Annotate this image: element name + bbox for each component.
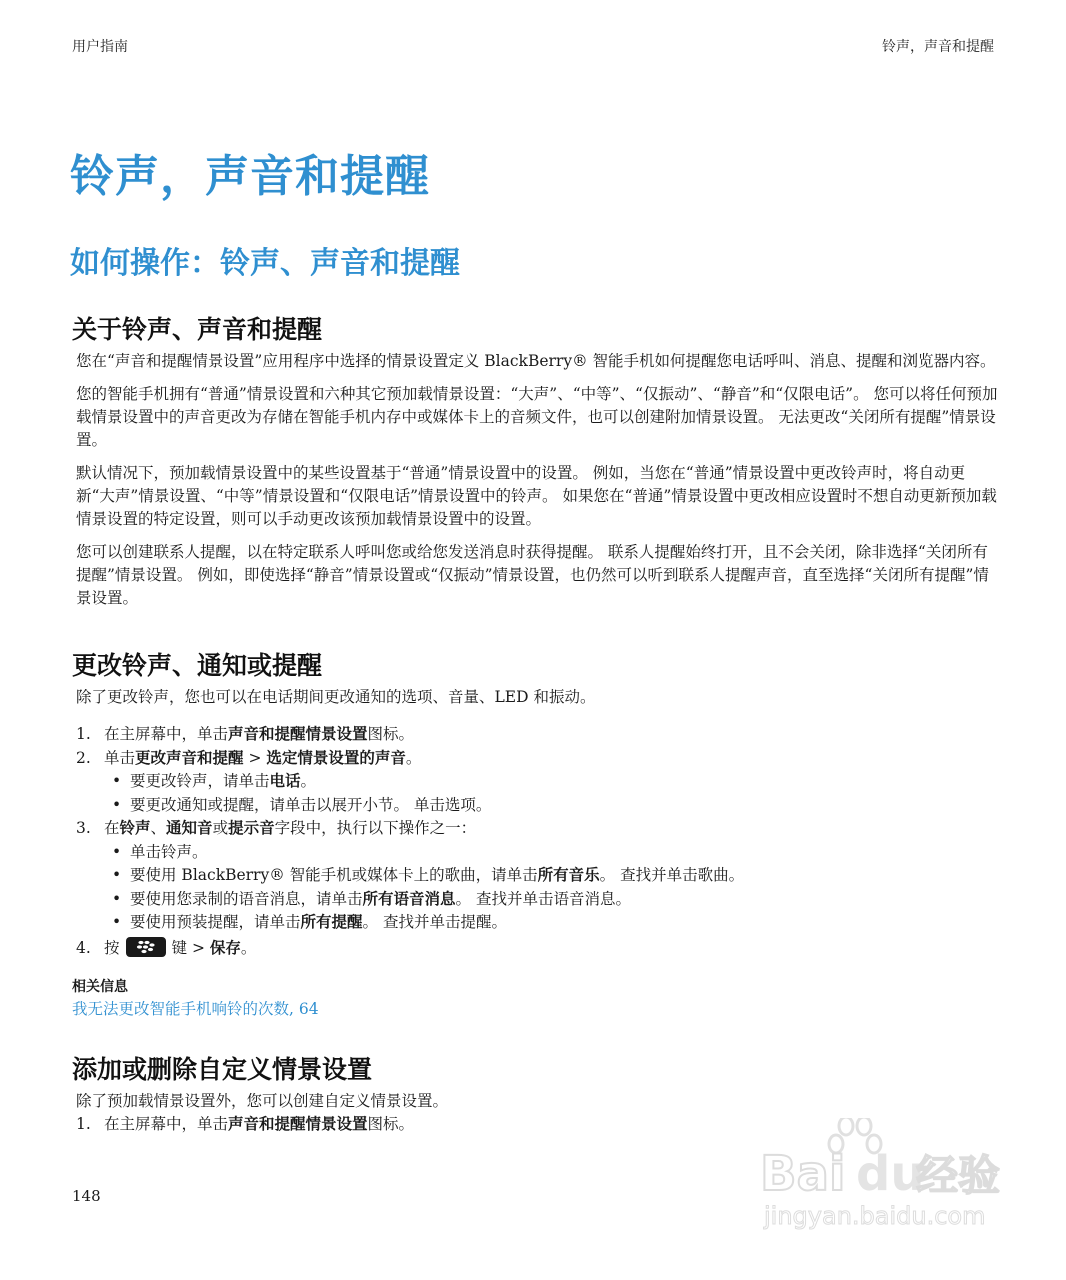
about-paragraph-4: 您可以创建联系人提醒，以在特定联系人呼叫您或给您发送消息时获得提醒。 联系人提醒始终打开，且不会关闭，除非选择“关闭所有提醒”情景设置。 例如，即使选择“静音”情景设置或“仅振动”情景设置，也仍然可以听到联系人提醒声音，直至选择“关闭所有提醒”情景设置。 [76,543,989,607]
step-2-options [104,770,1002,817]
change-intro: 除了更改铃声，您也可以在电话期间更改通知的选项、音量、LED 和振动。 [76,688,596,706]
related-info-label: 相关信息 [72,979,128,995]
blackberry-menu-key-icon [126,937,166,957]
svg-text:Bai: Bai [760,1146,846,1202]
section-title: 如何操作：铃声、声音和提醒 [70,246,460,281]
main-content [72,310,1002,1137]
running-header-right: 铃声，声音和提醒 [882,39,994,55]
step-4: 4. 按 键 > 保存。 [76,938,257,957]
about-paragraph-2: 您的智能手机拥有“普通”情景设置和六种其它预加载情景设置：“大声”、“中等”、“仅振动”、“静音”和“仅限电话”。 您可以将任何预加载情景设置中的声音更改为存储在智能手机内存中或媒体卡上的音频文件，也可以创建附加情景设置。 无法更改“关闭所有提醒”情景设置。 [76,385,998,449]
change-heading: 更改铃声、通知或提醒 [72,651,323,680]
list-item: • 要更改铃声，请单击电话。 [112,772,317,790]
page-number: 148 [72,1187,101,1205]
svg-text:du: du [856,1146,925,1202]
list-item: • 要更改通知或提醒，请单击以展开小节。 单击选项。 [112,795,492,814]
custom-intro: 除了预加载情景设置外，您可以创建自定义情景设置。 [76,1092,449,1110]
list-item: • 要使用预装提醒，请单击所有提醒。 查找并单击提醒。 [112,913,507,931]
svg-text:jingyan.baidu.com: jingyan.baidu.com [764,1202,986,1230]
about-paragraph-1: 您在“声音和提醒情景设置”应用程序中选择的情景设置定义 BlackBerry® 智能手机如何提醒您电话呼叫、消息、提醒和浏览器内容。 [76,352,996,370]
baidu-jingyan-watermark [756,1118,1006,1230]
step-3: 3. 在铃声、通知音或提示音字段中，执行以下操作之一： • 单击铃声。 • 要使用 BlackBerry® 智能手机或媒体卡上的歌曲，请单击所有音乐。 查找并单击歌曲。 • 要使用您录制的语音消息，请单击所有语音消息。 查找并单击语音消息。 • 要使用预装提醒，请单击所有提醒。 查找并单击提醒。 [72,817,1002,935]
related-info-link[interactable]: 我无法更改智能手机响铃的次数, 64 [72,1000,319,1018]
about-heading: 关于铃声、声音和提醒 [72,315,323,344]
list-item: • 单击铃声。 [112,842,208,861]
step-1: 1. 在主屏幕中，单击声音和提醒情景设置图标。 [76,725,415,743]
chapter-title: 铃声，声音和提醒 [70,151,430,202]
step-1: 1. 在主屏幕中，单击声音和提醒情景设置图标。 [76,1115,415,1133]
list-item: • 要使用您录制的语音消息，请单击所有语音消息。 查找并单击语音消息。 [112,889,631,908]
list-item: • 要使用 BlackBerry® 智能手机或媒体卡上的歌曲，请单击所有音乐。 查找并单击歌曲。 [112,866,745,884]
custom-heading: 添加或删除自定义情景设置 [72,1055,373,1084]
running-header-left: 用户指南 [72,39,128,55]
about-paragraph-3: 默认情况下，预加载情景设置中的某些设置基于“普通”情景设置中的设置。 例如，当您在“普通”情景设置中更改铃声时，将自动更新“大声”情景设置、“中等”情景设置和“仅限电话”情景设置中的铃声。 如果您在“普通”情景设置中更改相应设置时不想自动更新预加载情景设置的特定设置，则可以手动更改该预加载情景设置中的设置。 [76,464,997,528]
step-3-options [104,841,1002,935]
step-2: 2. 单击更改声音和提醒 > 选定情景设置的声音。 • 要更改铃声，请单击电话。 • 要更改通知或提醒，请单击以展开小节。 单击选项。 [72,747,1002,818]
change-steps [72,723,1002,960]
svg-text:经验: 经验 [916,1151,1001,1200]
